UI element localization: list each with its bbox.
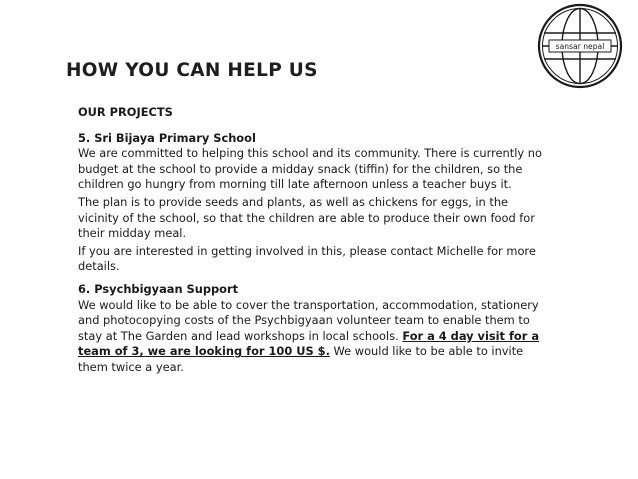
page-title: HOW YOU CAN HELP US [66,60,318,81]
projects-content [78,105,548,378]
paragraph-text: We would like to be able to cover the transportation, accommodation, stationery and photocopying costs of the Psychbigyaan volunteer team to enable them to stay at The Garden and lead workshops in local schools. [78,297,539,343]
paragraph-text: We would like to be able to invite them twice a year. [78,344,524,374]
sansar-nepal-logo [536,2,624,90]
project-title-sri-bijaya: 5. Sri Bijaya Primary School [78,130,256,145]
project-paragraph: We are committed to helping this school and its community. There is currently no budget at the school to provide a midday snack (tiffin) for the children, so the children go hungry from morning till late afternoon unless a teacher buys it. [78,146,542,192]
funding-emphasis: For a 4 day visit for a team of 3, we are looking for 100 US $. [78,328,540,359]
project-paragraph: If you are interested in getting involved in this, please contact Michelle for more details. [78,243,536,274]
section-heading: OUR PROJECTS [78,105,173,119]
logo-text: sansar nepal [555,42,605,51]
project-paragraph: The plan is to provide seeds and plants, as well as chickens for eggs, in the vicinity of the school, so that the children are able to produce their own food for their midday meal. [78,194,535,241]
project-title-psychbigyaan: 6. Psychbigyaan Support [78,281,239,296]
project-paragraph [78,298,548,376]
